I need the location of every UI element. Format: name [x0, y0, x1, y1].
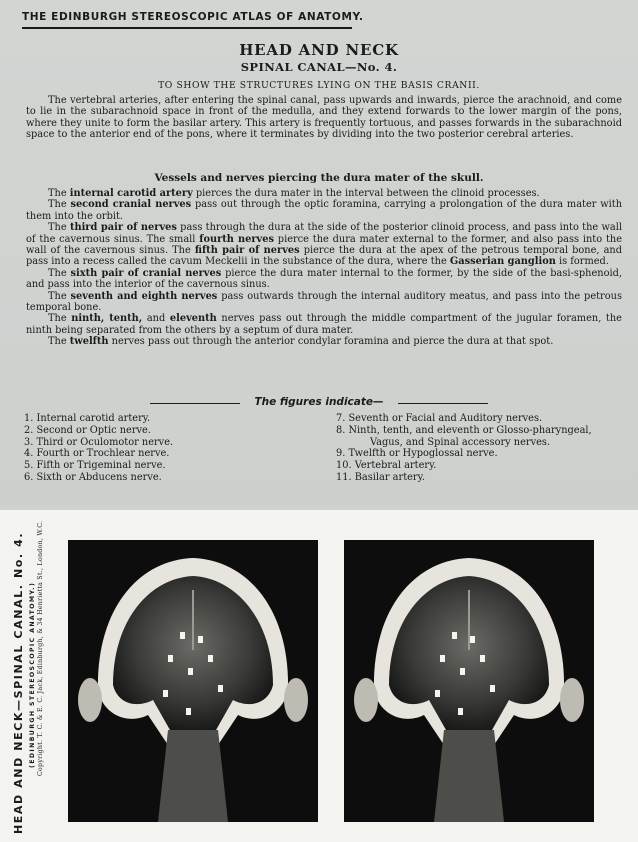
section-2: The third pair of nerves pass through the dura at the side of the posterior clinoid process, and pass into the wall of the cavernous sinus. The small fourth nerves pierce the dura mater external to the former, and also pass into the wall of the cavernous sinus. The fifth pair of nerves pierce the dura at the apex of the petrous temporal bone, and pass into a recess called the cavum Meckelii in the substance of the dura, where the Gasserian ganglion is formed. — [26, 222, 623, 268]
atlas-banner: THE EDINBURGH STEREOSCOPIC ATLAS OF ANATOMY. — [22, 11, 364, 23]
page-title: HEAD AND NECK — [239, 41, 399, 59]
banner-rule — [22, 27, 352, 29]
stereo-photo-right — [344, 540, 594, 822]
figure-item: 9. Twelfth or Hypoglossal nerve. — [336, 448, 498, 460]
figure-item: 5. Fifth or Trigeminal nerve. — [24, 460, 166, 472]
figure-item: 7. Seventh or Facial and Auditory nerves. — [336, 413, 543, 424]
figure-item: 8. Ninth, tenth, and eleventh or Glosso-pharyngeal, — [336, 424, 592, 436]
side-subtitle: (EDINBURGH STEREOSCOPIC ANATOMY.) — [29, 581, 36, 768]
intro-paragraph — [26, 95, 622, 141]
figure-item: 4. Fourth or Trochlear nerve. — [24, 448, 170, 460]
figure-item: 11. Basilar artery. — [336, 471, 425, 483]
section-6: The twelfth nerves pass out through the anterior condylar foramina and pierce the dura at that spot. — [48, 336, 554, 348]
figures-list-left — [24, 413, 173, 484]
sections-block — [26, 188, 622, 348]
figure-item: 1. Internal carotid artery. — [24, 413, 151, 424]
section-1: The second cranial nerves pass out through the optic foramina, carrying a prolongation of the dura mater with them into the orbit. — [26, 199, 623, 222]
section-0: The internal carotid artery pierces the dura mater in the interval between the clinoid processes. — [48, 188, 540, 199]
figure-item: 10. Vertebral artery. — [336, 460, 437, 472]
intro-text: The vertebral arteries, after entering the spinal canal, pass upwards and inwards, pierce the arachnoid, and come to lie in the subarachnoid space in front of the medulla, and they extend forwards to the lower margin of the pons, where they unite to form the basilar artery. This artery is frequently tortuous, and passes forwards in the subarachnoid space to the anterior end of the pons, where it terminates by dividing into the two posterior cerebral arteries. — [26, 95, 622, 141]
figure-item: 3. Third or Oculomotor nerve. — [24, 436, 174, 448]
figures-list-right — [336, 413, 592, 484]
section-heading: Vessels and nerves piercing the dura mater of the skull. — [154, 172, 484, 184]
page-subtitle: SPINAL CANAL—No. 4. — [240, 60, 398, 74]
side-copyright: Copyright. T. C. & E. C. Jack, Edinburgh, & 34 Henrietta St., London, W.C. — [37, 520, 44, 776]
figures-heading: The figures indicate— — [254, 396, 384, 408]
stereo-photo-left — [68, 540, 318, 822]
figure-item: 2. Second or Optic nerve. — [24, 424, 151, 436]
figures-rule-right — [398, 403, 488, 404]
section-3: The sixth pair of cranial nerves pierce the dura mater internal to the former, by the side of the basi-sphenoid, and pass into the interior of the cavernous sinus. — [26, 267, 623, 291]
section-4: The seventh and eighth nerves pass outwards through the internal auditory meatus, and pass into the petrous temporal bone. — [26, 290, 622, 314]
figure-item: 6. Sixth or Abducens nerve. — [24, 471, 162, 483]
side-title: HEAD AND NECK—SPINAL CANAL. No. 4. — [12, 531, 25, 834]
page-caption: TO SHOW THE STRUCTURES LYING ON THE BASIS CRANII. — [158, 80, 480, 91]
figure-item: Vagus, and Spinal accessory nerves. — [370, 436, 551, 448]
section-5: The ninth, tenth, and eleventh nerves pass out through the middle compartment of the jugular foramen, the ninth being separated from the others by a septum of dura mater. — [26, 313, 622, 336]
